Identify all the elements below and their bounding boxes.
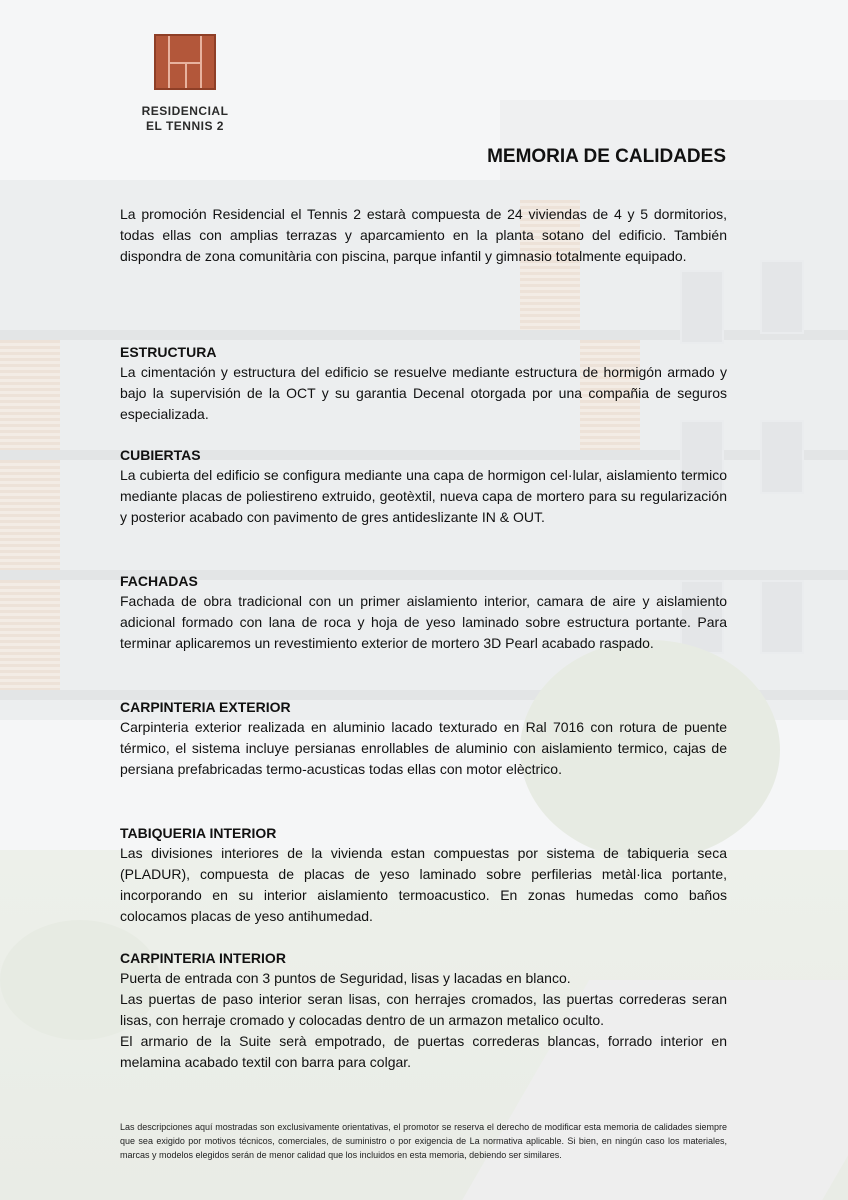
section-heading: CARPINTERIA INTERIOR bbox=[120, 950, 286, 966]
section-text: La cimentación y estructura del edificio se resuelve mediante estructura de hormigón armado y bajo la supervisión de la OCT y su garantia Decenal otorgada por una compañia de seguros especializada. bbox=[120, 364, 727, 422]
section-carpinteria-exterior bbox=[120, 697, 727, 780]
section-line: Puerta de entrada con 3 puntos de Seguridad, lisas y lacadas en blanco. bbox=[120, 970, 571, 986]
section-text: La cubierta del edificio se configura mediante una capa de hormigon cel·lular, aislamiento termico mediante placas de poliestireno extruido, geotèxtil, nueva capa de mortero para su regularización y posterior acabado con pavimento de gres antideslizante IN & OUT. bbox=[120, 467, 727, 525]
section-fachadas bbox=[120, 571, 727, 654]
section-heading: CUBIERTAS bbox=[120, 447, 201, 463]
section-tabiqueria-interior bbox=[120, 823, 727, 927]
intro-paragraph: La promoción Residencial el Tennis 2 estarà compuesta de 24 viviendas de 4 y 5 dormitorios, todas ellas con amplias terrazas y aparcamiento en la planta sotano del edificio. También dispondra de zona comunitària con piscina, parque infantil y gimnasio totalmente equipado. bbox=[120, 206, 727, 264]
section-heading: FACHADAS bbox=[120, 573, 198, 589]
logo-line-2: EL TENNIS 2 bbox=[146, 119, 224, 133]
section-cubiertas bbox=[120, 445, 727, 528]
disclaimer-footer: Las descripciones aquí mostradas son exclusivamente orientativas, el promotor se reserva el derecho de modificar esta memoria de calidades siempre que sea exigido por motivos técnicos, comerciales, de suministro o por exigencia de La normativa aplicable. Si bien, en ningún caso los materiales, marcas y modelos elegidos serán de menor calidad que los incluidos en esta memoria, debiendo ser similares. bbox=[120, 1122, 727, 1160]
section-heading: CARPINTERIA EXTERIOR bbox=[120, 699, 291, 715]
section-carpinteria-interior bbox=[120, 948, 727, 1073]
section-heading: TABIQUERIA INTERIOR bbox=[120, 825, 277, 841]
section-line: Las puertas de paso interior seran lisas, con herrajes cromados, las puertas correderas seran lisas, con herraje cromado y colocadas dentro de un armazon metalico oculto. bbox=[120, 991, 727, 1028]
section-line: El armario de la Suite serà empotrado, de puertas correderas blancas, forrado interior en melamina acabado textil con barra para colgar. bbox=[120, 1033, 727, 1070]
logo-icon bbox=[154, 34, 216, 90]
logo-line-1: RESIDENCIAL bbox=[141, 104, 229, 118]
page-title: MEMORIA DE CALIDADES bbox=[487, 146, 726, 167]
section-heading: ESTRUCTURA bbox=[120, 344, 217, 360]
section-text: Las divisiones interiores de la vivienda estan compuestas por sistema de tabiqueria seca (PLADUR), compuesta de placas de yeso laminado sobre perfilerias metàl·lica portante, incorporando en su interior aislamiento termoacustico. En zonas humedas como baños colocamos placas de yeso antihumedad. bbox=[120, 845, 727, 924]
section-text: Carpinteria exterior realizada en aluminio lacado texturado en Ral 7016 con rotura de puente térmico, el sistema incluye persianas enrollables de aluminio con aislamiento termico, cajas de persiana prefabricadas termo-acusticas todas ellas con motor elèctrico. bbox=[120, 719, 727, 777]
section-estructura bbox=[120, 342, 727, 425]
section-text: Fachada de obra tradicional con un primer aislamiento interior, camara de aire y aislamiento adicional formado con lana de roca y hoja de yeso laminado sobre estructura portante. Para terminar aplicaremos un revestimiento exterior de mortero 3D Pearl acabado raspado. bbox=[120, 593, 727, 651]
